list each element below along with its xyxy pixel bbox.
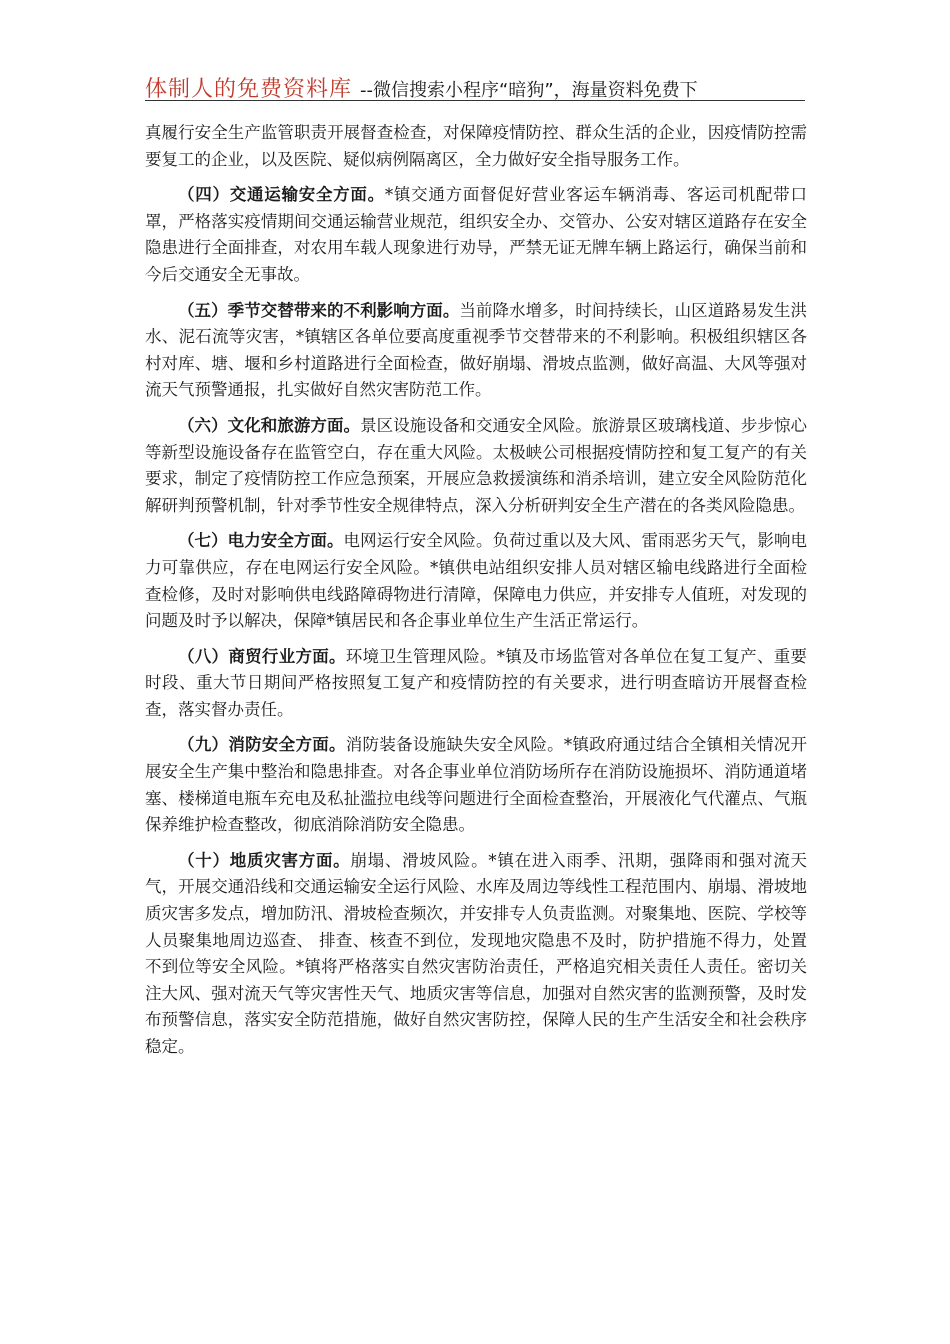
paragraph-geology	[145, 848, 807, 1061]
paragraph-commerce	[145, 644, 807, 724]
paragraph-text: 电网运行安全风险。负荷过重以及大风、雷雨恶劣天气，影响电力可靠供应，存在电网运行安全风险。*镇供电站组织安排人员对辖区输电线路进行全面检查检修，及时对影响供电线路障碍物进行清障，保障电力供应，并安排专人值班，对发现的问题及时予以解决，保障*镇居民和各企事业单位生产生活正常运行。	[145, 531, 808, 631]
document-body	[145, 120, 807, 1070]
paragraph-fire	[145, 732, 807, 838]
paragraph-text: 消防装备设施缺失安全风险。*镇政府通过结合全镇相关情况开展安全生产集中整治和隐患排查。对各企事业单位消防场所存在消防设施损坏、消防通道堵塞、楼梯道电瓶车充电及私扯滥拉电线等问题进行全面检查整治，开展液化气代灌点、气瓶保养维护检查整改，彻底消除消防安全隐患。	[145, 735, 808, 835]
paragraph-heading: （八）商贸行业方面。	[178, 646, 346, 666]
header-tagline: --微信搜索小程序“暗狗”，海量资料免费下	[360, 80, 698, 101]
paragraph-text: 崩塌、滑坡风险。*镇在进入雨季、汛期，强降雨和强对流天气，开展交通沿线和交通运输安全运行风险、水库及周边等线性工程范围内、崩塌、滑坡地质灾害多发点，增加防汛、滑坡检查频次，并安排专人负责监测。对聚集地、医院、学校等人员聚集地周边巡查、 排查、核查不到位，发现地灾隐患不及时，防护措施不得力，处置不到位等安全风险。*镇将严格落实自然灾害防治责任，严格追究相关责任人责任。密切关注大风、强对流天气等灾害性天气、地质灾害等信息，加强对自然灾害的监测预警，及时发布预警信息，落实安全防范措施，做好自然灾害防控，保障人民的生产生活安全和社会秩序稳定。	[145, 850, 808, 1056]
paragraph-text: 真履行安全生产监管职责开展督查检查，对保障疫情防控、群众生活的企业，因疫情防控需要复工的企业，以及医院、疑似病例隔离区，全力做好安全指导服务工作。	[145, 123, 807, 169]
paragraph-text: 景区设施设备和交通安全风险。旅游景区玻璃栈道、步步惊心等新型设施设备存在监管空白，存在重大风险。太极峡公司根据疫情防控和复工复产的有关要求，制定了疫情防控工作应急预案，开展应急救援演练和消杀培训，建立安全风险防范化解研判预警机制，针对季节性安全规律特点，深入分析研判安全生产潜在的各类风险隐患。	[145, 415, 808, 515]
paragraph-power	[145, 528, 807, 634]
paragraph-heading: （九）消防安全方面。	[178, 735, 346, 755]
paragraph-text: *镇交通方面督促好营业客运车辆消毒、客运司机配带口罩，严格落实疫情期间交通运输营业规范，组织安全办、交管办、公安对辖区道路存在安全隐患进行全面排查，对农用车载人现象进行劝导，严禁无证无牌车辆上路运行，确保当前和今后交通安全无事故。	[145, 185, 808, 284]
paragraph-text: 环境卫生管理风险。*镇及市场监管对各单位在复工复产、重要时段、重大节日期间严格按照复工复产和疫情防控的有关要求，进行明查暗访开展督查检查，落实督办责任。	[145, 646, 808, 719]
header-brand: 体制人的免费资料库	[145, 77, 353, 102]
paragraph-heading: （四）交通运输安全方面。	[178, 185, 385, 205]
paragraph-intro	[145, 120, 807, 173]
paragraph-text: 当前降水增多，时间持续长，山区道路易发生洪水、泥石流等灾害，*镇辖区各单位要高度重视季节交替带来的不利影响。积极组织辖区各村对库、塘、堰和乡村道路进行全面检查，做好崩塌、滑坡点监测，做好高温、大风等强对流天气预警通报，扎实做好自然灾害防范工作。	[145, 300, 808, 400]
paragraph-heading: （六）文化和旅游方面。	[178, 415, 361, 435]
page-header	[145, 72, 805, 103]
paragraph-transport	[145, 182, 807, 288]
header-divider	[145, 100, 805, 101]
paragraph-heading: （十）地质灾害方面。	[178, 850, 351, 870]
paragraph-tourism	[145, 413, 807, 519]
paragraph-heading: （五）季节交替带来的不利影响方面。	[178, 300, 460, 320]
paragraph-season	[145, 298, 807, 404]
paragraph-heading: （七）电力安全方面。	[178, 531, 344, 551]
